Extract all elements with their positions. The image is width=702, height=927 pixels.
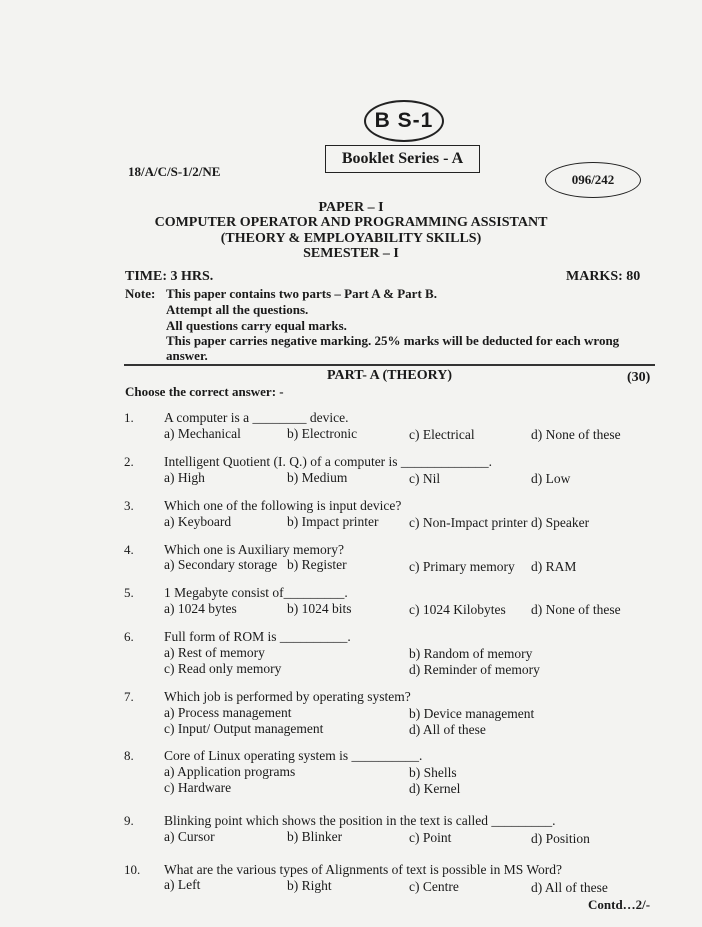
course-title: COMPUTER OPERATOR AND PROGRAMMING ASSISTANT — [154, 215, 548, 230]
option-a: a) Secondary storage — [164, 557, 278, 572]
paper-badge — [364, 100, 444, 142]
option-c: c) Hardware — [164, 780, 232, 795]
option-c: c) 1024 Kilobytes — [409, 602, 506, 617]
roll-code-text: 096/242 — [571, 172, 615, 187]
option-a: a) High — [164, 470, 205, 485]
question-text: Which one is Auxiliary memory? — [164, 542, 344, 557]
part-title: PART- A (THEORY) — [327, 368, 453, 383]
question-number: 6. — [124, 629, 134, 644]
question-number: 1. — [124, 410, 134, 425]
option-b: b) Shells — [409, 765, 457, 780]
note-line-4: This paper carries negative marking. 25% marks will be deducted for each wrong — [166, 333, 620, 348]
question-text: Full form of ROM is __________. — [164, 629, 351, 644]
question-number: 5. — [124, 585, 134, 600]
option-b: b) Random of memory — [409, 646, 533, 661]
option-a: a) Rest of memory — [164, 645, 265, 660]
option-d: d) Kernel — [409, 781, 461, 796]
question-number: 9. — [124, 813, 134, 828]
option-a: a) Application programs — [164, 764, 296, 779]
option-b: b) Register — [287, 557, 347, 572]
option-c: c) Read only memory — [164, 661, 282, 676]
question-number: 7. — [124, 689, 134, 704]
option-b: b) Device management — [409, 706, 535, 721]
paper-code: 18/A/C/S-1/2/NE — [128, 164, 221, 179]
option-a: a) Keyboard — [164, 514, 232, 529]
question-number: 8. — [124, 748, 134, 763]
option-a: a) Cursor — [164, 829, 215, 844]
option-c: c) Input/ Output management — [164, 721, 324, 736]
option-c: c) Electrical — [409, 427, 475, 442]
paper-badge-text: B S-1 — [374, 109, 434, 132]
semester: SEMESTER – I — [303, 246, 399, 261]
option-d: d) RAM — [531, 559, 577, 574]
option-d: d) Reminder of memory — [409, 662, 540, 677]
note-line-3: All questions carry equal marks. — [166, 318, 347, 333]
option-c: c) Nil — [409, 471, 441, 486]
question-text: Intelligent Quotient (I. Q.) of a computer is _____________. — [164, 454, 493, 469]
option-d: d) All of these — [409, 722, 486, 737]
option-d: d) Low — [531, 471, 571, 486]
option-b: b) Impact printer — [287, 514, 379, 529]
option-b: b) Right — [287, 878, 332, 893]
question-text: Which one of the following is input device? — [164, 498, 402, 513]
option-b: b) Medium — [287, 470, 348, 485]
question-text: Blinking point which shows the position in the text is called _________. — [164, 813, 556, 828]
option-c: c) Point — [409, 830, 452, 845]
option-d: d) All of these — [531, 880, 608, 895]
option-d: d) None of these — [531, 602, 621, 617]
roll-code-badge — [545, 162, 641, 198]
option-d: d) Position — [531, 831, 590, 846]
option-c: c) Centre — [409, 879, 459, 894]
question-text: Which job is performed by operating system? — [164, 689, 411, 704]
option-c: c) Non-Impact printer — [409, 515, 528, 530]
option-d: d) None of these — [531, 427, 621, 442]
option-b: b) 1024 bits — [287, 601, 352, 616]
question-text: A computer is a ________ device. — [164, 410, 349, 425]
question-number: 2. — [124, 454, 134, 469]
booklet-series-box — [325, 145, 480, 173]
option-b: b) Electronic — [287, 426, 358, 441]
booklet-series-text: Booklet Series - A — [341, 150, 464, 167]
option-a: a) Mechanical — [164, 426, 241, 441]
question-text: 1 Megabyte consist of_________. — [164, 585, 348, 600]
note-label: Note: — [125, 286, 156, 301]
question-text: Core of Linux operating system is __________. — [164, 748, 423, 763]
course-subtitle: (THEORY & EMPLOYABILITY SKILLS) — [220, 231, 482, 246]
exam-time: TIME: 3 HRS. — [125, 269, 214, 284]
option-b: b) Blinker — [287, 829, 343, 844]
option-a: a) Process management — [164, 705, 292, 720]
question-number: 3. — [124, 498, 134, 513]
exam-marks: MARKS: 80 — [566, 269, 641, 284]
divider — [124, 364, 655, 366]
note-line-1: This paper contains two parts – Part A & Part B. — [166, 286, 437, 301]
continued-note: Contd…2/- — [588, 897, 651, 912]
part-instruction: Choose the correct answer: - — [125, 384, 284, 399]
part-marks: (30) — [627, 370, 651, 385]
note-line-5: answer. — [166, 348, 208, 363]
option-d: d) Speaker — [531, 515, 590, 530]
option-a: a) 1024 bytes — [164, 601, 237, 616]
question-number: 4. — [124, 542, 134, 557]
option-c: c) Primary memory — [409, 559, 515, 574]
option-a: a) Left — [164, 877, 201, 892]
paper-number: PAPER – I — [318, 200, 384, 215]
question-number: 10. — [124, 862, 141, 877]
note-line-2: Attempt all the questions. — [166, 302, 309, 317]
question-text: What are the various types of Alignments of text is possible in MS Word? — [164, 862, 562, 877]
